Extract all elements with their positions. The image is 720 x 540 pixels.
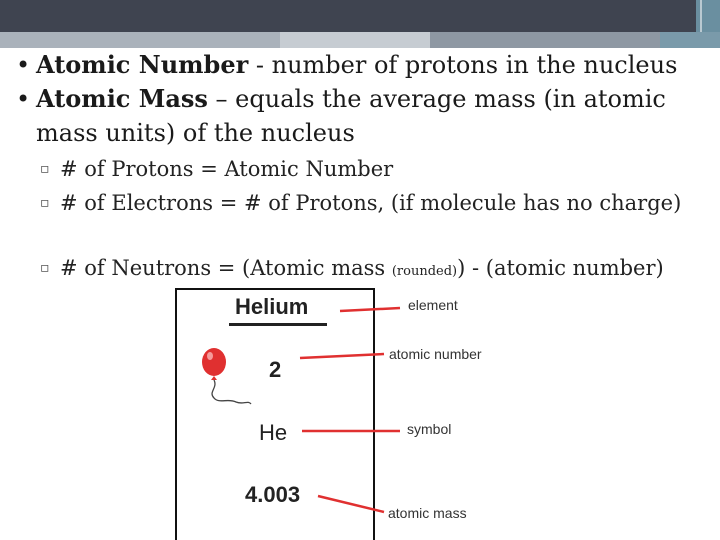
sub-bullet-electrons: ▫ # of Electrons = # of Protons, (if molecule has no charge)	[40, 188, 720, 218]
sub-bullet-marker: ▫	[40, 195, 50, 211]
callout-label-atomic-number: atomic number	[389, 346, 482, 362]
bullet-term: Atomic Number	[36, 50, 249, 79]
callout-label-symbol: symbol	[407, 421, 452, 437]
bullet-dot: •	[16, 85, 31, 113]
element-symbol: He	[259, 420, 288, 445]
sub-bullet-marker: ▫	[40, 161, 50, 177]
balloon-icon	[202, 348, 251, 404]
element-name: Helium	[235, 294, 309, 319]
sub-bullet-protons: ▫ # of Protons = Atomic Number	[40, 154, 720, 184]
bullet-dot: •	[16, 51, 31, 79]
sub-bullet-neutrons: ▫ # of Neutrons = (Atomic mass (rounded)) - (atomic number)	[40, 253, 720, 287]
sub-bullet-marker: ▫	[40, 260, 50, 276]
callout-line-atomic-number	[300, 354, 384, 358]
callout-label-element: element	[408, 297, 458, 313]
rounded-note: (rounded)	[391, 264, 458, 279]
callout-label-atomic-mass: atomic mass	[388, 505, 467, 521]
atomic-number-value: 2	[269, 357, 282, 382]
atomic-mass-value: 4.003	[245, 482, 301, 507]
bullet-definition: – equals the average mass (in atomic mass units) of the nucleus	[36, 85, 666, 147]
bullet-definition: - number of protons in the nucleus	[248, 51, 678, 79]
callout-line-element	[340, 308, 400, 311]
callout-line-atomic-mass	[318, 496, 384, 512]
bullet-term: Atomic Mass	[36, 84, 208, 113]
